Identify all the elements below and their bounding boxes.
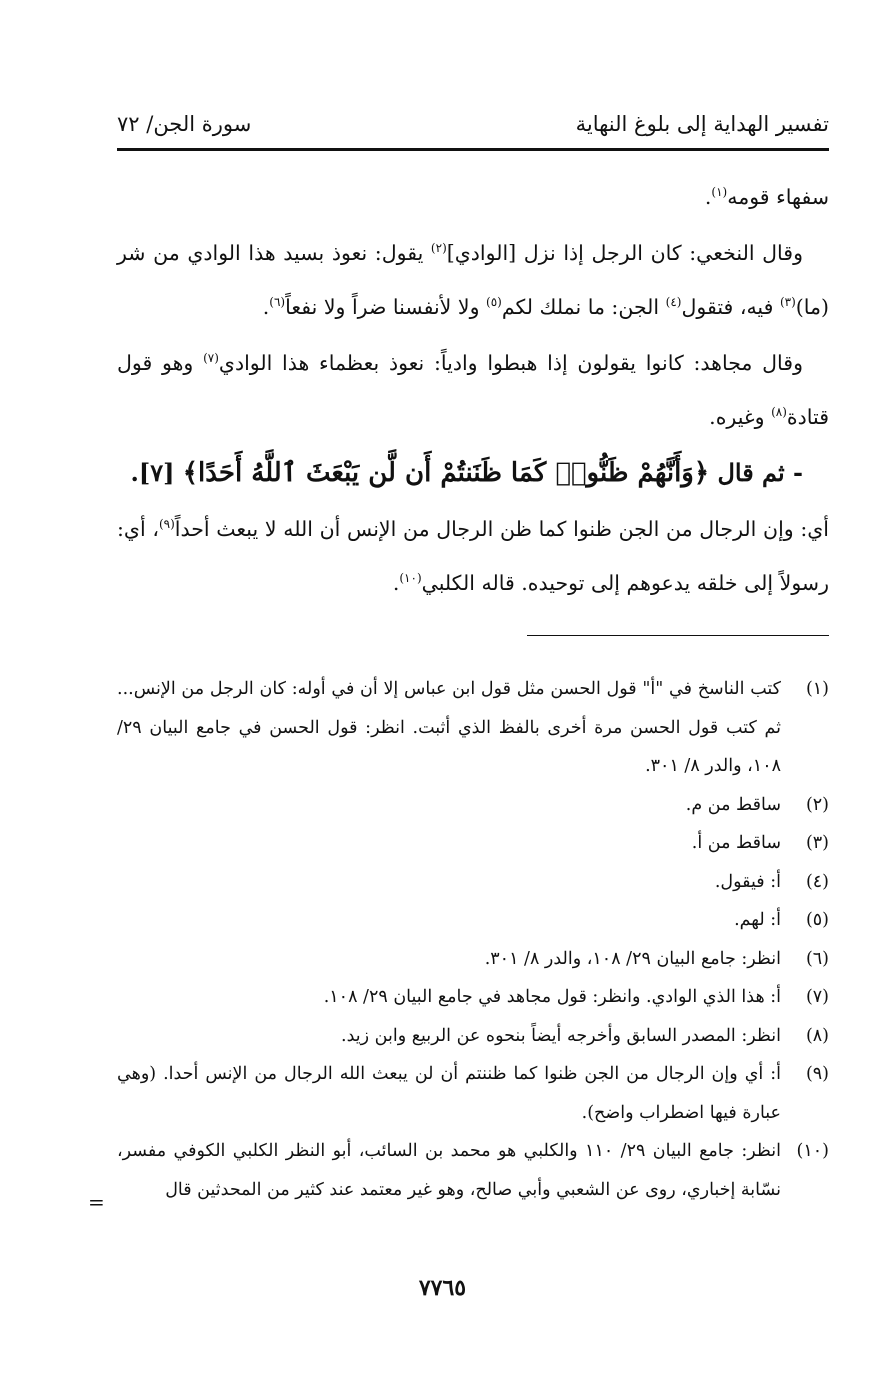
footnote-number: (٥): [805, 910, 829, 930]
paragraph-1: سفهاء قومه$^{(١)}$.: [704, 185, 829, 209]
footnote-text: ساقط من أ.: [691, 833, 781, 853]
footnote-ref-6[interactable]: (٦): [269, 295, 286, 309]
footnote-ref-2[interactable]: (٢): [430, 241, 447, 255]
footnote-number: (٩): [805, 1064, 829, 1084]
footnote-5: [117, 901, 829, 940]
footnote-divider: [527, 635, 829, 636]
surah-reference: سورة الجن/ ٧٢: [117, 112, 252, 136]
page-number: ٧٧٦٥: [418, 1275, 467, 1301]
footnote-text: أ: فيقول.: [714, 871, 781, 892]
footnote-text: أ: لهم.: [734, 910, 781, 930]
footnote-number: (٣): [805, 833, 829, 853]
footnote-8: [117, 1017, 829, 1056]
main-text: [117, 170, 829, 612]
paragraph-2: وقال النخعي: كان الرجل إذا نزل [الوادي]$^{(٢)}$ يقول: نعوذ بسيد هذا الوادي من شر (ما)$^{(٣)}$ فيه، فتقول$^{(٤)}$ الجن: ما نملك لكم$^{(٥)}$ ولا لأنفسنا ضراً ولا نفعاً$^{(٦)}$.: [117, 241, 829, 319]
footnote-7: [117, 978, 829, 1017]
footnote-text: انظر: المصدر السابق وأخرجه أيضاً بنحوه عن الربيع وابن زيد.: [341, 1025, 781, 1046]
footnote-ref-3[interactable]: (٣): [779, 295, 796, 309]
footnote-text: انظر: جامع البيان ٢٩/ ١١٠ والكلبي هو محمد بن السائب، أبو النظر الكلبي الكوفي مفسر، نسّابة إخباري، روى عن الشعبي وأبي صالح، وهو غير معتمد عند كثير من المحدثين قال: [117, 1141, 781, 1200]
paragraph-5: أي: وإن الرجال من الجن ظنوا كما ظن الرجال من الإنس أن الله لا يبعث أحداً$^{(٩)}$، أي: رسولاً إلى خلقه يدعوهم إلى توحيده. قاله الكلبي$^{(١٠)}$.: [117, 517, 829, 595]
footnote-number: (٦): [805, 948, 829, 969]
footnote-number: (٢): [805, 794, 829, 815]
footnote-ref-7[interactable]: (٧): [203, 351, 219, 365]
footnote-3: [117, 824, 829, 863]
footnote-ref-4[interactable]: (٤): [665, 295, 682, 309]
footnote-number: (٤): [805, 871, 829, 892]
quran-verse-line: - ثم قال ﴿وَأَنَّهُمْ ظَنُّوا۟ كَمَا ظَنَنتُمْ أَن لَّن يَبْعَثَ ٱللَّهُ أَحَدًا﴾ [٧].: [130, 458, 803, 488]
footnote-text: انظر: جامع البيان ٢٩/ ١٠٨، والدر ٨/ ٣٠١.: [484, 948, 781, 969]
footnote-1: [117, 670, 829, 786]
footnotes: [117, 670, 829, 1209]
footnote-number: (٨): [805, 1025, 829, 1046]
quran-verse: ﴿وَأَنَّهُمْ ظَنُّوا۟ كَمَا ظَنَنتُمْ أَن لَّن يَبْعَثَ ٱللَّهُ أَحَدًا﴾: [182, 458, 710, 488]
footnote-ref-5[interactable]: (٥): [486, 295, 502, 309]
footnote-2: [117, 786, 829, 825]
footnote-text: كتب الناسخ في "أ" قول الحسن مثل قول ابن عباس إلا أن في أوله: كان الرجل من الإنس... ثم كتب قول الحسن مرة أخرى بالفظ الذي أثبت. انظر: قول الحسن في جامع البيان ٢٩/ ١٠٨، والدر ٨/ ٣٠١.: [117, 679, 781, 776]
footnote-ref-10[interactable]: (١٠): [399, 571, 422, 585]
footnote-4: [117, 863, 829, 902]
running-header: [117, 108, 829, 148]
footnote-6: [117, 940, 829, 979]
footnote-number: (٧): [805, 987, 829, 1007]
footnote-text: أ: أي وإن الرجال من الجن ظنوا كما ظننتم أن لن يبعث الله الرجال من الإنس أحدا. (وهي عبارة فيها اضطراب واضح).: [117, 1064, 781, 1123]
footnote-9: [117, 1055, 829, 1132]
footnote-text: أ: هذا الذي الوادي. وانظر: قول مجاهد في جامع البيان ٢٩/ ١٠٨.: [323, 987, 781, 1007]
continuation-mark: =: [88, 1190, 105, 1214]
footnote-ref-9[interactable]: (٩): [158, 517, 175, 531]
footnote-ref-1[interactable]: (١): [711, 185, 728, 199]
footnote-ref-8[interactable]: (٨): [771, 405, 787, 419]
book-title: تفسير الهداية إلى بلوغ النهاية: [575, 112, 829, 136]
footnote-10: [117, 1132, 829, 1209]
footnote-text: ساقط من م.: [685, 794, 781, 815]
header-divider: [117, 148, 829, 151]
paragraph-3: وقال مجاهد: كانوا يقولون إذا هبطوا وادياً: نعوذ بعظماء هذا الوادي$^{(٧)}$ وهو قول قتادة$^{(٨)}$ وغيره.: [117, 351, 829, 429]
footnote-number: (١): [805, 679, 829, 699]
footnote-number: (١٠): [796, 1141, 829, 1161]
